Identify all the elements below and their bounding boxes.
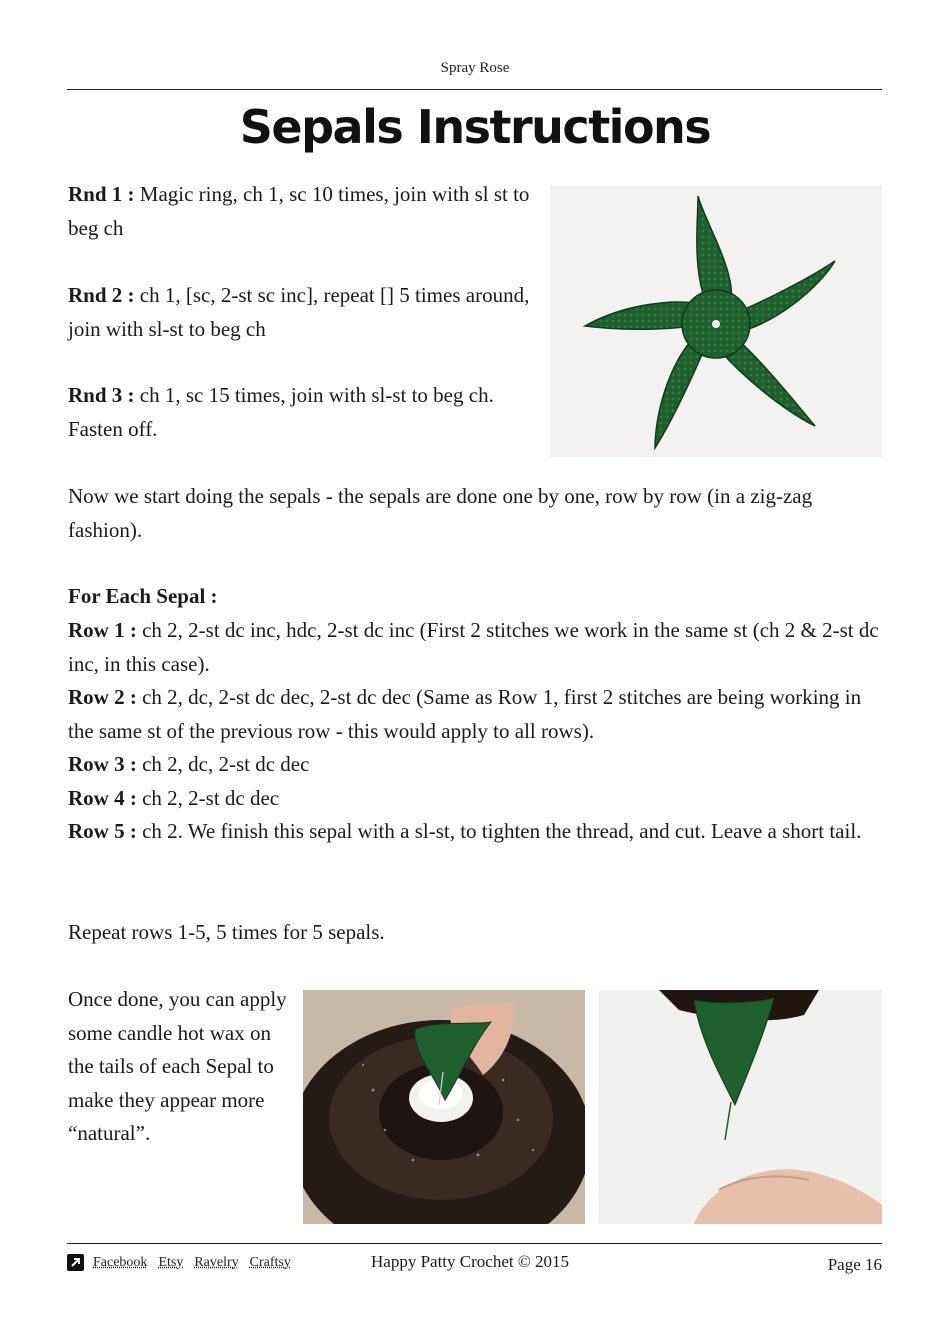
document-header-title: Spray Rose (440, 60, 510, 76)
row-4-label: Row 4 : (68, 785, 137, 810)
row-1-item (68, 614, 883, 681)
sepal-tail-photo (599, 990, 882, 1224)
repeat-rows-text: Repeat rows 1-5, 5 times for 5 sepals. (68, 920, 385, 944)
footer-link-ravelry[interactable]: Ravelry (194, 1254, 239, 1270)
sepal-rows-list (68, 614, 883, 849)
round-2-label: Rnd 2 : (68, 283, 135, 307)
row-1-label: Row 1 : (68, 618, 137, 642)
row-2-label: Row 2 : (68, 685, 137, 709)
sepal-star-image (550, 186, 882, 457)
candle-wax-image (303, 990, 585, 1224)
row-4-item (68, 782, 883, 816)
sepals-intro-text: Now we start doing the sepals - the sepals are done one by one, row by row (in a zig-zag fashion). (68, 484, 813, 542)
round-1-label: Rnd 1 : (68, 182, 135, 206)
page-number: Page 16 (827, 1255, 882, 1274)
for-each-sepal-heading (68, 580, 883, 614)
wax-instructions-text: Once done, you can apply some candle hot wax on the tails of each Sepal to make they appear more “natural”. (68, 987, 287, 1145)
footer-link-craftsy[interactable]: Craftsy (249, 1254, 291, 1270)
row-4-text: ch 2, 2-st dc dec (136, 785, 280, 810)
candle-wax-photo (303, 990, 585, 1224)
for-each-sepal-label: For Each Sepal : (68, 584, 218, 608)
row-2-item (68, 681, 883, 748)
row-3-item (68, 748, 883, 782)
row-2-text: ch 2, dc, 2-st dc dec, 2-st dc dec (Same as Row 1, first 2 stitches are being working in the same st of the previous row - this would apply to all rows). (68, 685, 862, 743)
round-3-label: Rnd 3 : (68, 383, 135, 407)
footer-link-etsy[interactable]: Etsy (158, 1254, 184, 1270)
row-3-label: Row 3 : (68, 752, 137, 776)
round-1-text: Magic ring, ch 1, sc 10 times, join with sl st to beg ch (68, 182, 530, 240)
round-3-paragraph (68, 379, 538, 446)
round-2-paragraph (68, 279, 538, 346)
footer-divider (67, 1243, 882, 1244)
sepal-star-photo (550, 186, 882, 457)
row-5-label: Row 5 : (68, 819, 137, 843)
round-3-text: ch 1, sc 15 times, join with sl-st to beg ch. Fasten off. (68, 383, 494, 441)
sepal-tail-image (599, 990, 882, 1224)
page-title: Sepals Instructions (239, 100, 711, 154)
round-2-text: ch 1, [sc, 2-st sc inc], repeat [] 5 times around, join with sl-st to beg ch (68, 283, 530, 341)
row-1-text: ch 2, 2-st dc inc, hdc, 2-st dc inc (First 2 stitches we work in the same st (ch 2 & 2-st dc inc, in this case). (68, 618, 879, 676)
round-1-paragraph (68, 178, 538, 245)
footer-copyright: Happy Patty Crochet © 2015 (371, 1252, 569, 1271)
footer-link-facebook[interactable]: Facebook (93, 1254, 148, 1270)
header-divider (67, 89, 882, 90)
row-5-item (68, 815, 883, 849)
row-3-text: ch 2, dc, 2-st dc dec (136, 752, 310, 776)
row-5-text: ch 2. We finish this sepal with a sl-st, to tighten the thread, and cut. Leave a short tail. (136, 819, 862, 843)
